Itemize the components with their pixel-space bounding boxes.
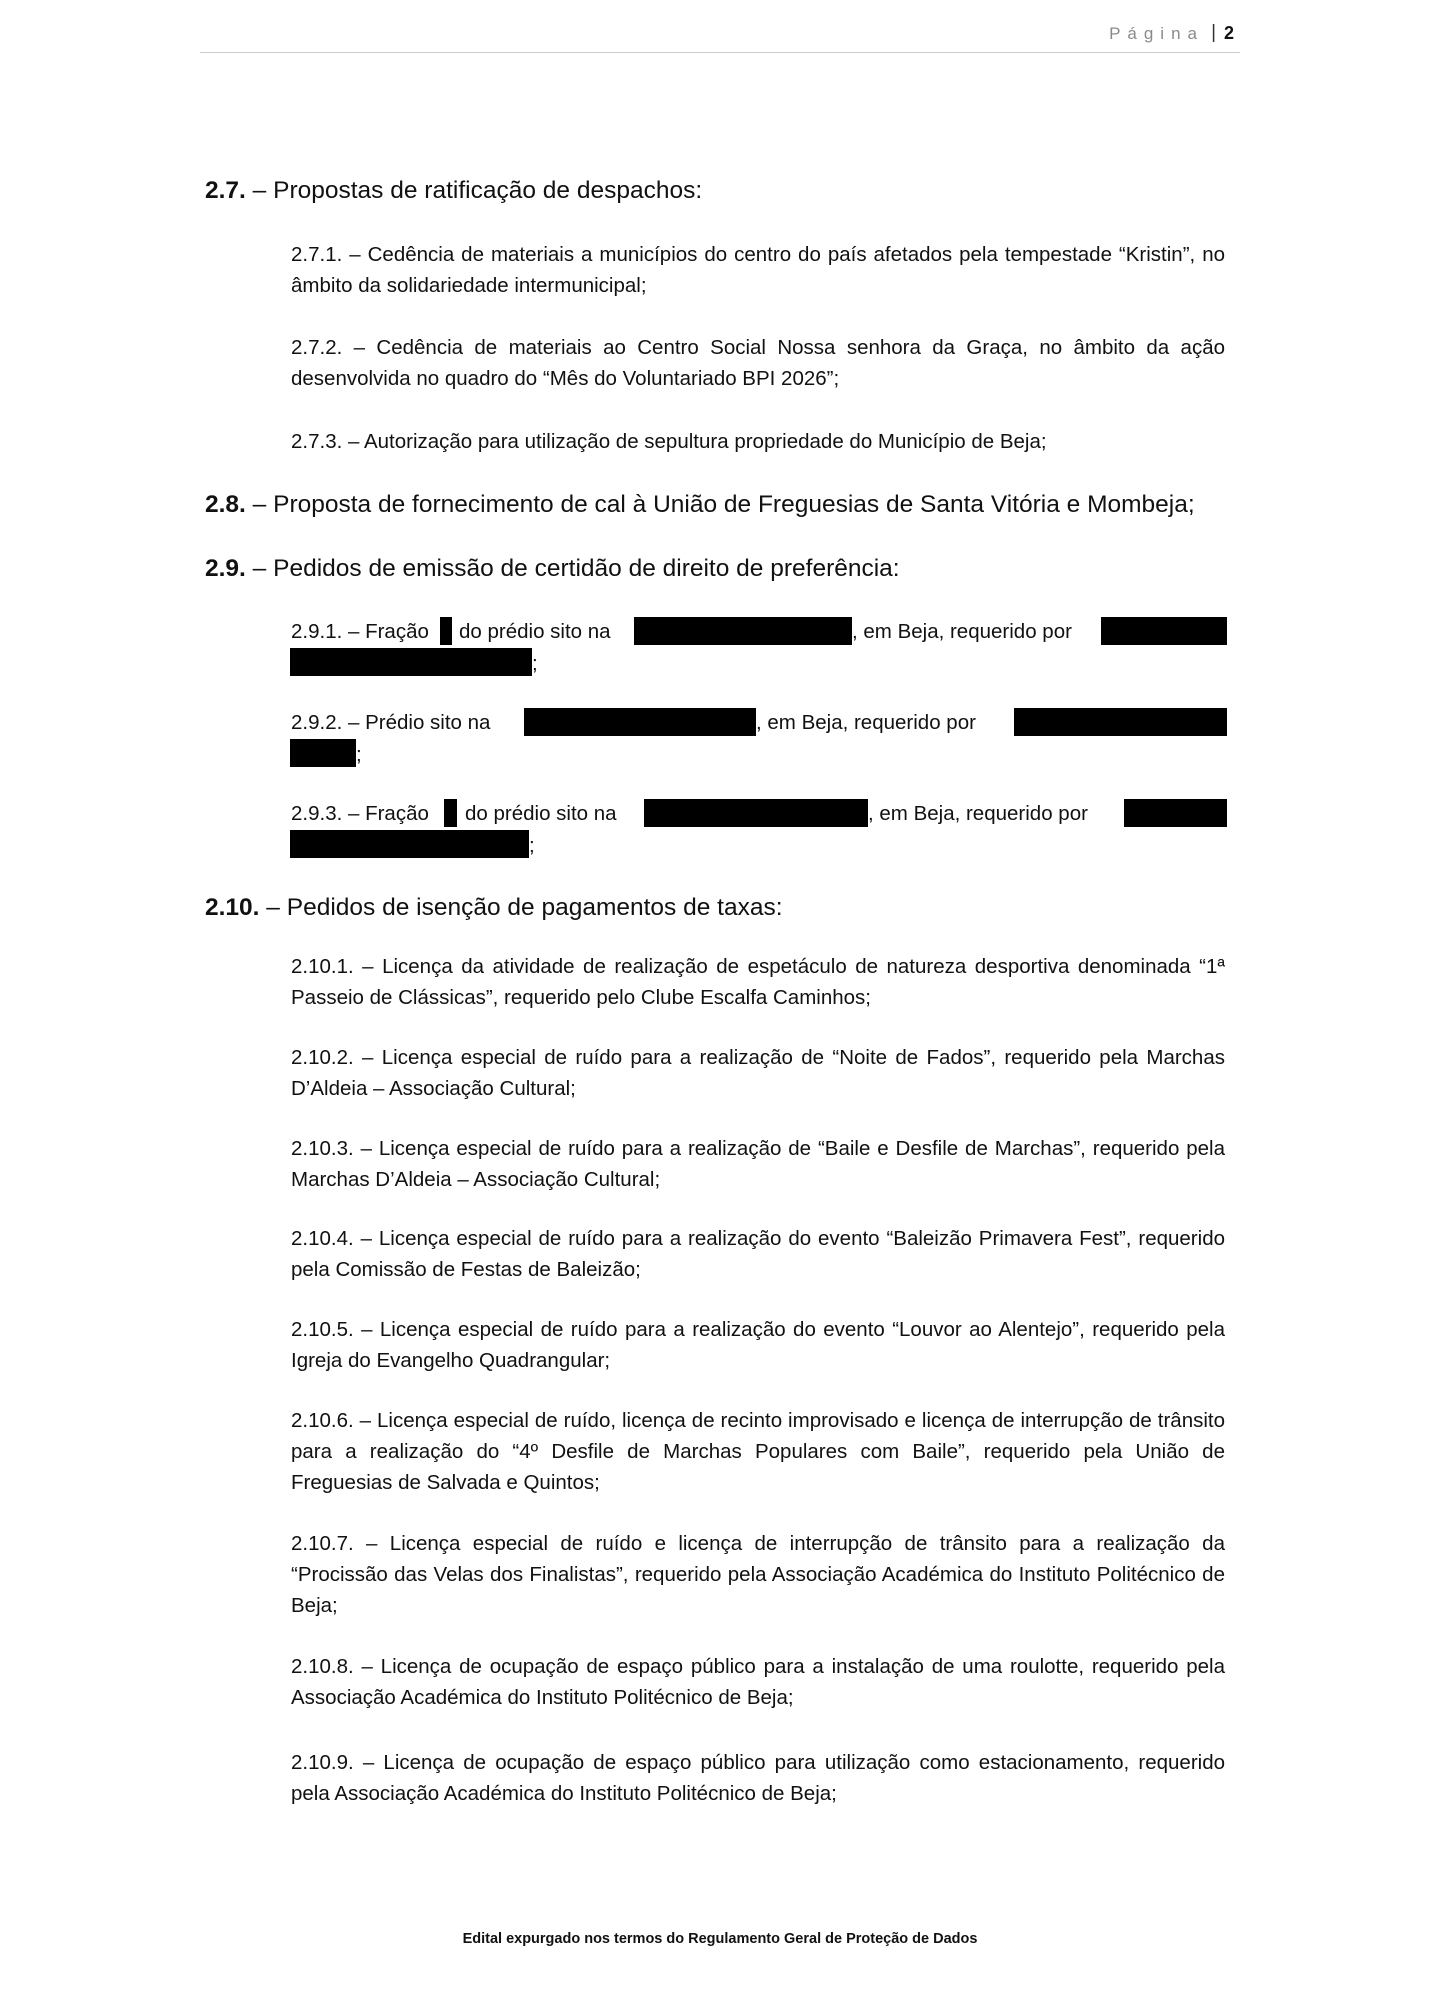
agenda-item-2-10-9: 2.10.9. – Licença de ocupação de espaço público para utilização como estacionamento, requerido pela Associação Académica do Instituto Politécnico de Beja; (291, 1751, 1225, 1805)
item-text-end: ; (356, 743, 362, 766)
redaction-block (634, 617, 852, 645)
section-number: 2.9. (205, 555, 246, 582)
redaction-block (1014, 708, 1227, 736)
item-text-end: ; (529, 834, 535, 857)
item-text-middle: , em Beja, requerido por (756, 711, 976, 734)
section-heading-2-9 (205, 553, 900, 585)
agenda-item-2-10-7: 2.10.7. – Licença especial de ruído e licença de interrupção de trânsito para a realização da “Procissão das Velas dos Finalistas”, requerido pela Associação Académica do Instituto Politécnico de Beja; (291, 1532, 1225, 1617)
item-text-middle: do prédio sito na (459, 620, 611, 643)
page-number: 2 (1223, 23, 1234, 43)
item-text-start: 2.9.2. – Prédio sito na (291, 711, 491, 734)
footer-notice: Edital expurgado nos termos do Regulamento Geral de Proteção de Dados (462, 1931, 978, 1947)
agenda-item-2-10-2: 2.10.2. – Licença especial de ruído para a realização de “Noite de Fados”, requerido pela Marchas D’Aldeia – Associação Cultural; (291, 1046, 1225, 1100)
redaction-block (524, 708, 756, 736)
agenda-item-2-10-8: 2.10.8. – Licença de ocupação de espaço público para a instalação de uma roulotte, requerido pela Associação Académica do Instituto Politécnico de Beja; (291, 1655, 1225, 1709)
agenda-item-2-10-1: 2.10.1. – Licença da atividade de realização de espetáculo de natureza desportiva denominada “1ª Passeio de Clássicas”, requerido pelo Clube Escalfa Caminhos; (291, 955, 1225, 1009)
item-text-end: ; (532, 652, 538, 675)
item-text-middle: , em Beja, requerido por (852, 620, 1072, 643)
agenda-item-2-10-3: 2.10.3. – Licença especial de ruído para a realização de “Baile e Desfile de Marchas”, requerido pela Marchas D’Aldeia – Associação Cultural; (291, 1137, 1225, 1191)
redaction-block (440, 617, 452, 645)
section-title: – Proposta de fornecimento de cal à União de Freguesias de Santa Vitória e Mombeja; (245, 491, 1195, 518)
agenda-item-2-10-5: 2.10.5. – Licença especial de ruído para a realização do evento “Louvor ao Alentejo”, requerido pela Igreja do Evangelho Quadrangular; (291, 1318, 1225, 1372)
page-separator: | (1211, 22, 1216, 43)
section-number: 2.10. (205, 894, 260, 921)
section-heading-2-8 (205, 489, 1195, 521)
agenda-item-2-10-6: 2.10.6. – Licença especial de ruído, licença de recinto improvisado e licença de interrupção de trânsito para a realização do “4º Desfile de Marchas Populares com Baile”, requerido pela União de Freguesias de Salvada e Quintos; (291, 1409, 1225, 1494)
item-text-start: 2.9.1. – Fração (291, 620, 429, 643)
section-title: – Pedidos de emissão de certidão de direito de preferência: (245, 555, 900, 582)
section-title: – Propostas de ratificação de despachos: (245, 177, 703, 204)
agenda-item-2-7-1: 2.7.1. – Cedência de materiais a municípios do centro do país afetados pela tempestade “Kristin”, no âmbito da solidariedade intermunicipal; (291, 243, 1225, 297)
section-title: – Pedidos de isenção de pagamentos de taxas: (259, 894, 783, 921)
redaction-block (290, 830, 529, 858)
page-label: Página (1109, 24, 1204, 43)
item-text-start: 2.9.3. – Fração (291, 802, 429, 825)
section-heading-2-7 (205, 175, 702, 207)
redaction-block (1101, 617, 1227, 645)
agenda-item-2-7-3: 2.7.3. – Autorização para utilização de sepultura propriedade do Município de Beja; (291, 430, 1047, 453)
redaction-block (1124, 799, 1227, 827)
agenda-item-2-10-4: 2.10.4. – Licença especial de ruído para a realização do evento “Baleizão Primavera Fest”, requerido pela Comissão de Festas de Baleizão; (291, 1227, 1225, 1281)
redaction-block (444, 799, 457, 827)
item-text-middle: do prédio sito na (465, 802, 617, 825)
redaction-block (290, 739, 356, 767)
section-heading-2-10 (205, 892, 783, 924)
redaction-block (644, 799, 868, 827)
page-header (200, 18, 1240, 53)
redaction-block (290, 648, 532, 676)
section-number: 2.7. (205, 177, 246, 204)
agenda-item-2-7-2: 2.7.2. – Cedência de materiais ao Centro Social Nossa senhora da Graça, no âmbito da ação desenvolvida no quadro do “Mês do Voluntariado BPI 2026”; (291, 336, 1225, 390)
section-number: 2.8. (205, 491, 246, 518)
item-text-middle: , em Beja, requerido por (868, 802, 1088, 825)
